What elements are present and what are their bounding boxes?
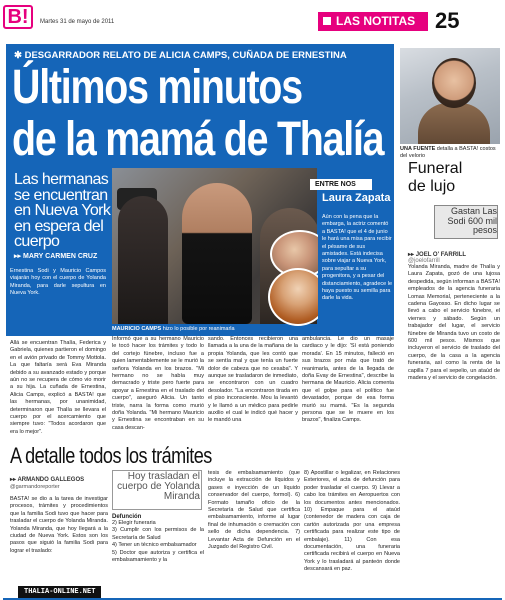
publication-logo: B!: [3, 5, 33, 29]
arrow-icon: ▸▸: [408, 252, 416, 258]
article-kicker: ✱ DESGARRADOR RELATO DE ALICIA CAMPS, CUÑADA DE ERNESTINA: [14, 50, 347, 61]
section2-column-2: [112, 520, 204, 564]
section-label: [318, 12, 428, 31]
section2-byline: [10, 476, 84, 483]
sidebar-photo: [400, 48, 500, 144]
entre-nos-text: Aún con la pena que la embarga, la actriz comentó a BASTA! que el 4 de junio le hará una misa para recibir el pésame de sus amistades. Está indecisa sobre viajar a Nueva York, para sepultar a su progenitora, y a pesar del distanciamiento, agradece le haya puesto su semilla para darle la vida.: [322, 214, 393, 302]
list-item: 4) Tener un técnico embalsamador: [112, 542, 197, 549]
list-item: 3) Cumplir con los permisos de la Secretaría de Salud: [112, 527, 204, 541]
sidebar-title-line-2: de lujo: [408, 178, 456, 195]
article-column-1b: Allá se encuentran Thalía, Federica y Gabriela, quienes partieron el domingo en el avión privado de Tommy Mottola. La que faltaría será Eva Miranda debido a su avanzado estado y porque aún no se recupera de cómo vio morir a su hija. La cuñada de Ernestina, Alicia Camps, explicó a BASTA! que las hermanas, por unanimidad, determinaron que Thalía se llevara el cuerpo por el acercamiento que siempre tuvo: "Todos acordaron que era lo mejor".: [10, 340, 106, 435]
list-item: 5) Doctor que autoriza y certifica el embalsamamiento y la: [112, 549, 204, 564]
photo-person: [118, 196, 168, 324]
caption-bold: MAURICIO CAMPS: [112, 326, 162, 332]
section2-byline-handle: @garmandoreporter: [10, 484, 60, 490]
article-byline-text: MARY CARMEN CRUZ: [22, 253, 98, 260]
arrow-icon: ▸▸: [10, 477, 18, 483]
article-column-2: Informó que a su hermano Mauricio le tocó hacer los trámites y todo lo del cortejo fúnebre, incluso fue a quien lamentablemente se le murió la señora Yolanda en los brazos. "Mi hermano no se había muy demacrado y triste pero fuerte para apoyar a Ernestina en el traslado del cuerpo", aseguró Alicia. Un tanto triste, narra la forma como murió doña Yolanda. "Mi hermano Mauricio y Ernestina se encontraban en su casa descan-: [112, 336, 204, 431]
main-photo-caption: [112, 326, 322, 332]
steps-list-heading: Defunción: [112, 514, 142, 520]
entre-nos-tag: ENTRE NOS: [310, 179, 372, 190]
sidebar-byline-text: JOEL O' FARRILL: [415, 252, 467, 258]
section2-pull-quote: Hoy trasladan el cuerpo de Yolanda Miranda: [117, 471, 200, 502]
section-label-text: LAS NOTITAS: [336, 14, 416, 28]
sidebar-byline-handle: @joelofarrill: [408, 258, 440, 264]
caption-text: detalla a BASTA! costos del velorio: [400, 146, 496, 159]
headline-line-1: Últimos minutos: [12, 61, 302, 114]
section2-column-4: 8) Apostillar o legalizar, en Relaciones Exteriores, el acta de defunción para poder trasladar el cuerpo. 9) Llevar a cabo los trámites en Aeropuertos con los documentos antes mencionados. 10) Empaque para el ataúd (contenedor de madera con caja de cartón autorizada por una empresa certificada para realizar este tipo de embalaje). 11) Con esa documentación, una funeraria certificada recibirá el cuerpo en Nueva York y lo trasladará al panteón donde descansará en paz.: [304, 470, 400, 573]
list-item: 2) Elegir funeraria: [112, 520, 156, 526]
section2-title: A detalle todos los trámites: [10, 443, 212, 468]
section2-column-3: tesis de embalsamamiento (que incluye la extracción de líquidos y gases e inyección de un líquido conservador del cuerpo, formol). 6) Formato tamaño oficio de la Secretaría de Salud que certifica embalsamamiento, informe al lugar final de inhumación o cremación con sello de dicha dependencia. 7) Levantar Acta de Defunción en el Juzgado del Registro Civil.: [208, 470, 300, 551]
arrow-icon: ▸▸: [14, 253, 23, 260]
sidebar-body: Yolanda Miranda, madre de Thalía y Laura Zapata, gozó de una lujosa despedida, según informan a BASTA! empleados de la agencia funeraria Lomas Memorial, perteneciente a la cadena Gayosso. En dicho lugar se llevó a cabo el servicio fúnebre, el viernes y sábado. Según un trabajador del lugar, el servicio fúnebre de Miranda tuvo un costo de 600 mil pesos. Mismos que incluyeron el servicio de traslado del cuerpo, de la casa a la agencia funeraria, así como la renta de la capilla 7 para el sepelio, un ataúd de madera y el servicio de congelación.: [408, 264, 500, 382]
sidebar-byline: [408, 251, 466, 264]
caption-bold: UNA FUENTE: [400, 146, 436, 152]
caption-text: hizo lo posible por reanimarla: [162, 326, 235, 332]
article-column-1: Ernestina Sodi y Mauricio Campos viajarán hoy con el cuerpo de Yolanda Miranda, para darle sepultura en Nueva York.: [10, 268, 106, 297]
photo-person: [182, 183, 252, 324]
article-byline: [14, 252, 97, 260]
entre-nos-name: Laura Zapata: [322, 192, 391, 204]
sidebar-title-line-1: Funeral: [408, 160, 463, 177]
issue-date: Martes 31 de mayo de 2011: [40, 19, 115, 25]
photo-face: [432, 58, 476, 108]
square-icon: [323, 17, 331, 25]
site-watermark: THALIA-ONLINE.NET: [18, 586, 101, 598]
photo-person: [418, 103, 490, 144]
sidebar-photo-caption: [400, 146, 500, 160]
article-dek: Las hermanas se encuentran en Nueva York en espera del cuerpo: [14, 171, 111, 250]
headline-line-2: de la mamá de Thalía: [12, 113, 384, 166]
page-number: 25: [435, 8, 460, 33]
section2-column-1: BASTA! se dio a la tarea de investigar procesos, trámites y procedimientos que la familia Sodi tuvo que hacer para trasladar el cuerpo de Yolanda Miranda. Yolanda Miranda, que hoy llegará a la ciudad de Nueva York. Estos son los pasos que siguió la familia Sodi para lograr el traslado:: [10, 496, 108, 554]
article-column-4: ambulancia. Le dio un masaje cardiaco y le dijo: 'Sí está poniendo morada'. En 15 minutos, falleció en sus brazos por más que trató de reanimarla, antes de la llegada de doña Evay de Ernestina", describe la hermana de Mauricio. Alicia comenta que el golpe para el político fue devastador, porque de esa forma murió su mamá. "Es la segunda persona que se le muere en los brazos", finaliza Camps.: [302, 336, 394, 424]
sidebar-subtitle: Gastan Las Sodi 600 mil pesos: [447, 206, 497, 235]
article-column-3: sando. Entonces recibieron una llamada a la una de la mañana de la propia Yolanda, que les contó que se sentía mal y que tenía un fuerte dolor de cabeza que no cesaba". Y aunque se trasladaron de inmediato, se encontraron con un cuadro desolador. "La encontraron tirada en el piso inconsciente. Mou la levantó y le llamó a un médico para pedirle auxilio el cual le indicó qué hacer y le mandó una: [208, 336, 298, 424]
section2-byline-text: ARMANDO GALLEGOS: [17, 477, 85, 483]
